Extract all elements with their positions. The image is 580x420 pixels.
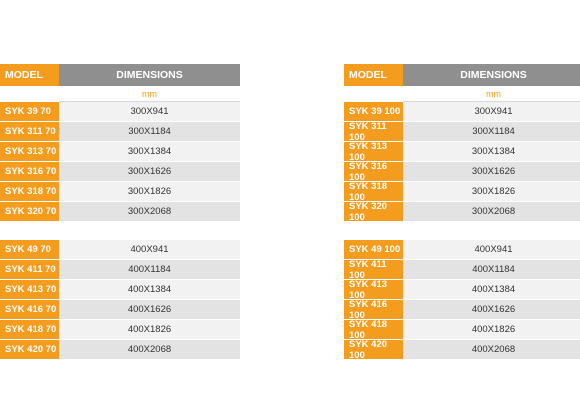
dimension-cell: 300X1184 (59, 122, 240, 141)
model-cell: SYK 318 70 (0, 182, 59, 201)
table-row (344, 182, 580, 202)
table-row (344, 122, 580, 142)
table-row (0, 142, 240, 162)
group-400 (344, 240, 580, 360)
table-row (344, 300, 580, 320)
dimension-cell: 400X941 (59, 240, 240, 259)
dimension-cell: 400X1626 (59, 300, 240, 319)
model-cell: SYK 316 100 (344, 162, 403, 181)
table-row (344, 102, 580, 122)
table-row (0, 162, 240, 182)
model-cell: SYK 320 100 (344, 202, 403, 221)
dimension-cell: 300X1384 (403, 142, 580, 161)
table-header (344, 64, 580, 86)
model-cell: SYK 418 70 (0, 320, 59, 339)
table-header (0, 64, 240, 86)
group-300 (344, 102, 580, 222)
dimension-cell: 400X1184 (59, 260, 240, 279)
table-row (344, 162, 580, 182)
model-cell: SYK 49 70 (0, 240, 59, 259)
unit-row (344, 86, 580, 102)
dimension-cell: 400X941 (403, 240, 580, 259)
dimensions-column-header: DIMENSIONS (403, 64, 580, 86)
dimension-cell: 400X1384 (403, 280, 580, 299)
table-row (344, 340, 580, 360)
model-cell: SYK 413 100 (344, 280, 403, 299)
table-row (0, 340, 240, 360)
dimensions-table-70 (0, 64, 240, 360)
model-cell: SYK 39 100 (344, 102, 403, 121)
dimensions-table-100 (344, 64, 580, 360)
table-row (344, 240, 580, 260)
dimension-cell: 400X2068 (59, 340, 240, 359)
table-row (0, 182, 240, 202)
model-cell: SYK 316 70 (0, 162, 59, 181)
table-row (344, 260, 580, 280)
dimension-cell: 300X2068 (59, 202, 240, 221)
group-400 (0, 240, 240, 360)
dimension-cell: 300X1184 (403, 122, 580, 141)
dimension-cell: 300X1626 (59, 162, 240, 181)
dimension-cell: 400X1826 (403, 320, 580, 339)
dimension-cell: 400X1184 (403, 260, 580, 279)
dimension-cell: 400X1826 (59, 320, 240, 339)
table-row (344, 320, 580, 340)
dimension-cell: 300X1626 (403, 162, 580, 181)
model-cell: SYK 411 70 (0, 260, 59, 279)
dimension-cell: 300X1826 (403, 182, 580, 201)
model-cell: SYK 313 100 (344, 142, 403, 161)
model-cell: SYK 416 70 (0, 300, 59, 319)
table-row (0, 202, 240, 222)
model-cell: SYK 420 100 (344, 340, 403, 359)
model-cell: SYK 49 100 (344, 240, 403, 259)
table-row (0, 122, 240, 142)
model-cell: SYK 318 100 (344, 182, 403, 201)
table-row (0, 280, 240, 300)
group-300 (0, 102, 240, 222)
dimension-cell: 400X1384 (59, 280, 240, 299)
dimension-cell: 300X941 (59, 102, 240, 121)
model-cell: SYK 313 70 (0, 142, 59, 161)
dimensions-column-header: DIMENSIONS (59, 64, 240, 86)
table-row (0, 320, 240, 340)
dimension-cell: 400X2068 (403, 340, 580, 359)
dimension-cell: 300X1384 (59, 142, 240, 161)
model-cell: SYK 416 100 (344, 300, 403, 319)
model-cell: SYK 311 100 (344, 122, 403, 141)
dimension-cell: 300X941 (403, 102, 580, 121)
dimension-cell: 400X1626 (403, 300, 580, 319)
table-row (344, 142, 580, 162)
table-row (344, 202, 580, 222)
unit-row (0, 86, 240, 102)
table-row (0, 300, 240, 320)
model-cell: SYK 411 100 (344, 260, 403, 279)
model-cell: SYK 418 100 (344, 320, 403, 339)
model-column-header: MODEL (0, 64, 59, 86)
model-cell: SYK 420 70 (0, 340, 59, 359)
model-cell: SYK 39 70 (0, 102, 59, 121)
table-row (0, 102, 240, 122)
dimension-cell: 300X1826 (59, 182, 240, 201)
model-cell: SYK 413 70 (0, 280, 59, 299)
unit-label: mm (403, 86, 580, 102)
model-cell: SYK 311 70 (0, 122, 59, 141)
unit-label: mm (59, 86, 240, 102)
table-row (0, 260, 240, 280)
model-column-header: MODEL (344, 64, 403, 86)
dimension-cell: 300X2068 (403, 202, 580, 221)
model-cell: SYK 320 70 (0, 202, 59, 221)
table-row (344, 280, 580, 300)
table-row (0, 240, 240, 260)
